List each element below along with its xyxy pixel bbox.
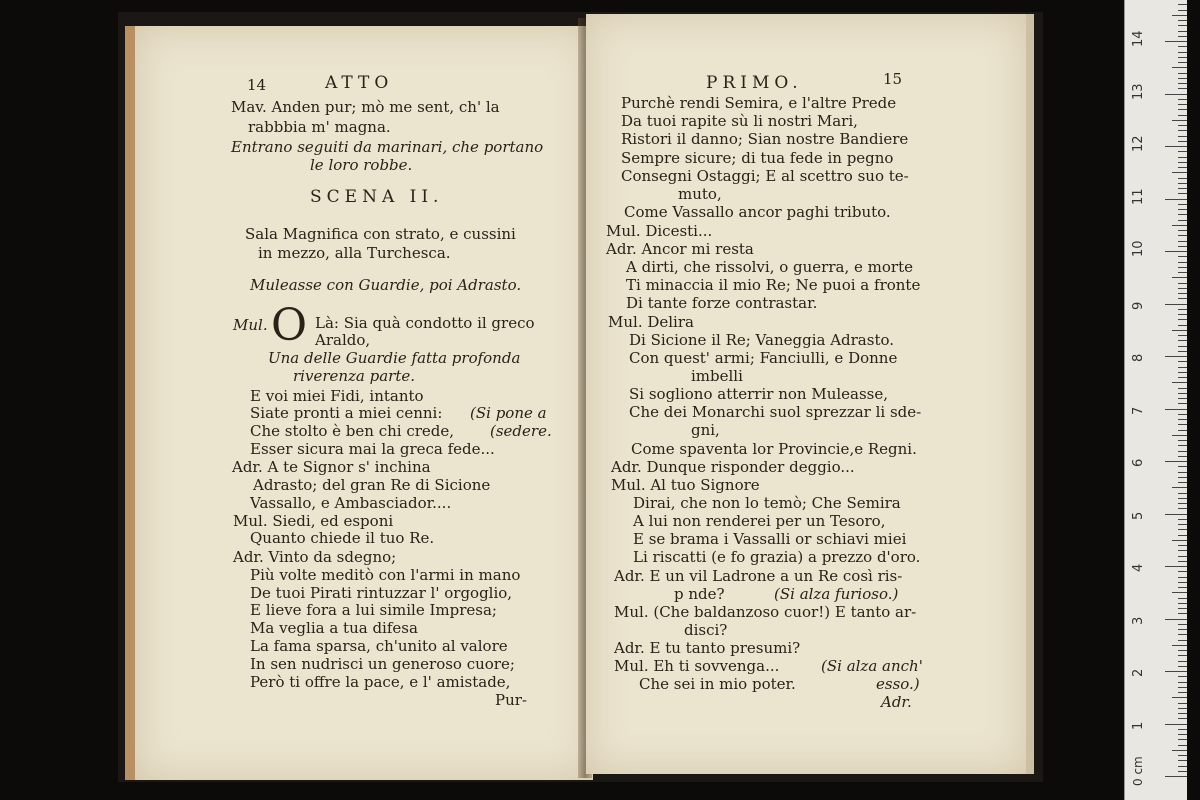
ruler-tick (1178, 692, 1187, 693)
ruler-tick (1165, 514, 1187, 515)
ruler-tick (1178, 214, 1187, 215)
ruler-tick (1165, 356, 1187, 357)
speaker-label: Mul. (233, 316, 268, 334)
ruler-tick (1178, 256, 1187, 257)
ruler-tick (1165, 724, 1187, 725)
ruler-tick (1178, 508, 1187, 509)
text-line: Dirai, che non lo temò; Che Semira (633, 494, 901, 512)
ruler-number: 11 (1131, 187, 1146, 205)
right-running-head: PRIMO. (706, 73, 803, 93)
ruler-tick (1178, 83, 1187, 84)
ruler-tick (1178, 220, 1187, 221)
ruler-tick (1178, 661, 1187, 662)
ruler-tick (1178, 209, 1187, 210)
ruler-tick (1178, 73, 1187, 74)
ruler-tick (1172, 540, 1187, 541)
ruler-tick (1178, 372, 1187, 373)
ruler-tick (1178, 634, 1187, 635)
stage-direction: (Si pone a (470, 404, 547, 422)
ruler-tick (1165, 304, 1187, 305)
text-line: Con quest' armi; Fanciulli, e Donne (629, 349, 898, 367)
right-page-number: 15 (883, 70, 903, 88)
ruler-tick (1178, 157, 1187, 158)
ruler-tick (1178, 640, 1187, 641)
ruler-tick (1178, 498, 1187, 499)
ruler-tick (1178, 451, 1187, 452)
text-line: Vassallo, e Ambasciador.... (250, 494, 452, 512)
ruler-tick (1178, 288, 1187, 289)
ruler-tick (1178, 183, 1187, 184)
ruler-tick (1178, 477, 1187, 478)
ruler-tick (1178, 346, 1187, 347)
text-line: muto, (678, 185, 722, 203)
ruler-tick (1178, 519, 1187, 520)
text-line: Da tuoi rapite sù li nostri Mari, (621, 112, 858, 130)
catchword: Pur- (495, 691, 527, 709)
text-line: In sen nudrisci un generoso cuore; (250, 655, 515, 673)
ruler-tick (1178, 403, 1187, 404)
text-line: Consegni Ostaggi; E al scettro suo te- (621, 167, 909, 185)
ruler-tick (1178, 545, 1187, 546)
ruler-tick (1178, 703, 1187, 704)
ruler-tick (1172, 487, 1187, 488)
ruler-number: 2 (1131, 668, 1146, 677)
ruler-tick (1178, 718, 1187, 719)
ruler-tick (1178, 31, 1187, 32)
ruler-tick (1178, 178, 1187, 179)
ruler-tick (1178, 4, 1187, 5)
ruler-tick (1165, 619, 1187, 620)
ruler-number: 9 (1131, 301, 1146, 310)
ruler-tick (1165, 251, 1187, 252)
left-page (125, 26, 593, 780)
ruler-number: 5 (1131, 511, 1146, 520)
text-line: A dirti, che rissolvi, o guerra, e morte (626, 258, 913, 276)
ruler-number: 13 (1131, 82, 1146, 100)
stage-direction: Entrano seguiti da marinari, che portano (231, 138, 544, 156)
ruler-tick (1178, 78, 1187, 79)
text-line: Mul. Al tuo Signore (611, 476, 760, 494)
text-line: E se brama i Vassalli or schiavi miei (633, 530, 907, 548)
ruler-tick (1172, 592, 1187, 593)
ruler-tick (1178, 130, 1187, 131)
ruler-tick (1178, 388, 1187, 389)
ruler-tick (1178, 46, 1187, 47)
text-line: De tuoi Pirati rintuzzar l' orgoglio, (250, 584, 513, 602)
ruler-number: 1 (1131, 721, 1146, 730)
ruler-tick (1178, 456, 1187, 457)
ruler-tick (1172, 382, 1187, 383)
text-line: Adr. E tu tanto presumi? (614, 639, 801, 657)
ruler-tick (1178, 771, 1187, 772)
ruler-tick (1178, 582, 1187, 583)
text-line: Adr. E un vil Ladrone a un Re così ris- (614, 567, 903, 585)
ruler-tick (1165, 671, 1187, 672)
ruler-tick (1178, 20, 1187, 21)
ruler-number: 14 (1131, 30, 1146, 47)
ruler-tick (1178, 241, 1187, 242)
measuring-ruler (1124, 0, 1187, 800)
ruler-tick (1165, 776, 1187, 777)
text-line: Ristori il danno; Sian nostre Bandiere (621, 130, 909, 148)
ruler-tick (1178, 414, 1187, 415)
ruler-tick (1178, 577, 1187, 578)
left-running-head: ATTO (325, 73, 394, 93)
ruler-tick (1178, 482, 1187, 483)
ruler-tick (1178, 104, 1187, 105)
text-line: Come Vassallo ancor paghi tributo. (624, 203, 891, 221)
stage-direction: Muleasse con Guardie, poi Adrasto. (250, 276, 522, 294)
ruler-number: 7 (1131, 406, 1146, 415)
ruler-tick (1178, 235, 1187, 236)
ruler-tick (1178, 734, 1187, 735)
ruler-tick (1172, 120, 1187, 121)
ruler-tick (1172, 750, 1187, 751)
text-line: Però ti offre la pace, e l' amistade, (250, 673, 511, 691)
ruler-tick (1178, 713, 1187, 714)
ruler-tick (1178, 262, 1187, 263)
ruler-tick (1178, 88, 1187, 89)
right-page (586, 14, 1034, 774)
ruler-tick (1178, 125, 1187, 126)
ruler-tick (1178, 766, 1187, 767)
ruler-tick (1172, 435, 1187, 436)
catchword: Adr. (881, 693, 912, 711)
text-line: Adr. A te Signor s' inchina (232, 458, 431, 476)
ruler-tick (1178, 188, 1187, 189)
ruler-tick (1178, 319, 1187, 320)
stage-direction: (Si alza furioso.) (774, 585, 899, 603)
text-line: rabbbia m' magna. (248, 118, 391, 136)
ruler-tick (1178, 57, 1187, 58)
text-line: Mul. Siedi, ed esponi (233, 512, 394, 530)
text-line: Mul. Eh ti sovvenga... (614, 657, 780, 675)
text-line: Più volte meditò con l'armi in mano (250, 566, 521, 584)
ruler-tick (1178, 193, 1187, 194)
ruler-tick (1165, 94, 1187, 95)
ruler-tick (1178, 430, 1187, 431)
stage-direction: le loro robbe. (310, 156, 413, 174)
text-line: Di Sicione il Re; Vaneggia Adrasto. (629, 331, 895, 349)
ruler-tick (1172, 697, 1187, 698)
ruler-tick (1178, 550, 1187, 551)
ruler-tick (1178, 246, 1187, 247)
ruler-tick (1178, 10, 1187, 11)
ruler-tick (1178, 230, 1187, 231)
left-page-number: 14 (247, 76, 267, 94)
ruler-unit-label: 0 cm (1131, 756, 1145, 786)
ruler-tick (1172, 67, 1187, 68)
ruler-tick (1178, 424, 1187, 425)
text-line: Ma veglia a tua difesa (250, 619, 418, 637)
text-line: La fama sparsa, ch'unito al valore (250, 637, 508, 655)
ruler-tick (1178, 587, 1187, 588)
ruler-number: 6 (1131, 458, 1146, 467)
text-line: Mul. Delira (608, 313, 694, 331)
stage-direction: (sedere. (490, 422, 552, 440)
text-line: imbelli (691, 367, 743, 385)
ruler-tick (1178, 629, 1187, 630)
ruler-tick (1178, 603, 1187, 604)
text-line: Mul. Dicesti... (606, 222, 713, 240)
ruler-tick (1178, 361, 1187, 362)
ruler-tick (1178, 729, 1187, 730)
ruler-tick (1178, 377, 1187, 378)
ruler-tick (1178, 445, 1187, 446)
ruler-tick (1178, 739, 1187, 740)
ruler-tick (1178, 298, 1187, 299)
ruler-tick (1178, 745, 1187, 746)
ruler-tick (1178, 340, 1187, 341)
ruler-tick (1178, 535, 1187, 536)
ruler-tick (1178, 682, 1187, 683)
ruler-tick (1178, 36, 1187, 37)
text-line: E voi miei Fidi, intanto (250, 387, 424, 405)
ruler-number: 10 (1131, 240, 1146, 257)
ruler-tick (1178, 472, 1187, 473)
ruler-tick (1178, 283, 1187, 284)
ruler-tick (1178, 608, 1187, 609)
text-line: Mul. (Che baldanzoso cuor!) E tanto ar- (614, 603, 917, 621)
ruler-tick (1165, 461, 1187, 462)
ruler-tick (1178, 335, 1187, 336)
text-line: Siate pronti a miei cenni: (250, 404, 443, 422)
text-line: Purchè rendi Semira, e l'altre Prede (621, 94, 897, 112)
ruler-tick (1178, 687, 1187, 688)
ruler-tick (1172, 330, 1187, 331)
stage-direction: Una delle Guardie fatta profonda (268, 349, 521, 367)
ruler-tick (1165, 566, 1187, 567)
ruler-tick (1178, 204, 1187, 205)
text-line: Mav. Anden pur; mò me sent, ch' la (231, 98, 500, 116)
ruler-tick (1178, 314, 1187, 315)
ruler-tick (1172, 277, 1187, 278)
text-line: Li riscatti (e fo grazia) a prezzo d'oro. (633, 548, 921, 566)
ruler-tick (1178, 493, 1187, 494)
text-line: gni, (691, 421, 720, 439)
ruler-tick (1178, 351, 1187, 352)
ruler-tick (1178, 561, 1187, 562)
text-line: Di tante forze contrastar. (626, 294, 818, 312)
ruler-tick (1178, 571, 1187, 572)
ruler-tick (1178, 503, 1187, 504)
text-line: E lieve fora a lui simile Impresa; (250, 601, 497, 619)
ruler-tick (1165, 199, 1187, 200)
ruler-tick (1165, 409, 1187, 410)
text-line: Si sogliono atterrir non Muleasse, (629, 385, 889, 403)
ruler-tick (1178, 109, 1187, 110)
ruler-tick (1172, 645, 1187, 646)
ruler-tick (1172, 225, 1187, 226)
ruler-tick (1178, 293, 1187, 294)
ruler-tick (1165, 146, 1187, 147)
stage-direction: riverenza parte. (293, 367, 416, 385)
ruler-tick (1178, 440, 1187, 441)
text-line: p nde? (674, 585, 725, 603)
ruler-tick (1178, 267, 1187, 268)
ruler-tick (1172, 15, 1187, 16)
ruler-tick (1178, 62, 1187, 63)
ruler-tick (1178, 309, 1187, 310)
text-line: Quanto chiede il tuo Re. (250, 529, 435, 547)
text-line: Esser sicura mai la greca fede... (250, 440, 495, 458)
text-line: Là: Sia quà condotto il greco (315, 314, 535, 332)
ruler-tick (1178, 466, 1187, 467)
ruler-number: 4 (1131, 563, 1146, 572)
ruler-tick (1178, 325, 1187, 326)
text-line: in mezzo, alla Turchesca. (258, 244, 451, 262)
ruler-tick (1178, 99, 1187, 100)
ruler-tick (1178, 666, 1187, 667)
text-line: Come spaventa lor Provincie,e Regni. (631, 440, 917, 458)
ruler-tick (1178, 650, 1187, 651)
stage-direction: esso.) (876, 675, 920, 693)
ruler-number: 8 (1131, 353, 1146, 362)
ruler-tick (1178, 141, 1187, 142)
ruler-tick (1178, 419, 1187, 420)
scene-heading: SCENA II. (310, 187, 444, 207)
text-line: disci? (684, 621, 728, 639)
ruler-tick (1178, 655, 1187, 656)
ruler-tick (1178, 760, 1187, 761)
ruler-tick (1178, 529, 1187, 530)
ruler-tick (1178, 393, 1187, 394)
text-line: Adr. Ancor mi resta (606, 240, 754, 258)
ruler-tick (1178, 676, 1187, 677)
ruler-tick (1178, 151, 1187, 152)
text-line: Che sei in mio poter. (639, 675, 796, 693)
text-line: Che stolto è ben chi crede, (250, 422, 455, 440)
stage-direction: (Si alza anch' (821, 657, 923, 675)
text-line: Ti minaccia il mio Re; Ne puoi a fronte (626, 276, 921, 294)
text-line: Sempre sicure; di tua fede in pegno (621, 149, 894, 167)
text-line: Adrasto; del gran Re di Sicione (253, 476, 491, 494)
ruler-tick (1178, 398, 1187, 399)
ruler-tick (1178, 115, 1187, 116)
ruler-tick (1178, 52, 1187, 53)
ruler-tick (1178, 598, 1187, 599)
text-line: Adr. Dunque risponder deggio... (611, 458, 855, 476)
ruler-tick (1178, 25, 1187, 26)
ruler-tick (1178, 708, 1187, 709)
text-line: Adr. Vinto da sdegno; (233, 548, 397, 566)
ruler-tick (1178, 556, 1187, 557)
ruler-tick (1178, 167, 1187, 168)
ruler-tick (1178, 162, 1187, 163)
ruler-number: 12 (1131, 135, 1146, 152)
ruler-tick (1178, 755, 1187, 756)
ruler-tick (1172, 172, 1187, 173)
ruler-tick (1178, 367, 1187, 368)
ruler-tick (1165, 41, 1187, 42)
ruler-tick (1178, 136, 1187, 137)
ruler-number: 3 (1131, 616, 1146, 625)
ruler-tick (1178, 613, 1187, 614)
drop-cap: O (271, 300, 308, 351)
text-line: Che dei Monarchi suol sprezzar li sde- (629, 403, 922, 421)
ruler-tick (1178, 272, 1187, 273)
ruler-tick (1178, 624, 1187, 625)
text-line: Araldo, (315, 331, 371, 349)
ruler-tick (1178, 524, 1187, 525)
text-line: Sala Magnifica con strato, e cussini (245, 225, 516, 243)
text-line: A lui non renderei per un Tesoro, (633, 512, 886, 530)
